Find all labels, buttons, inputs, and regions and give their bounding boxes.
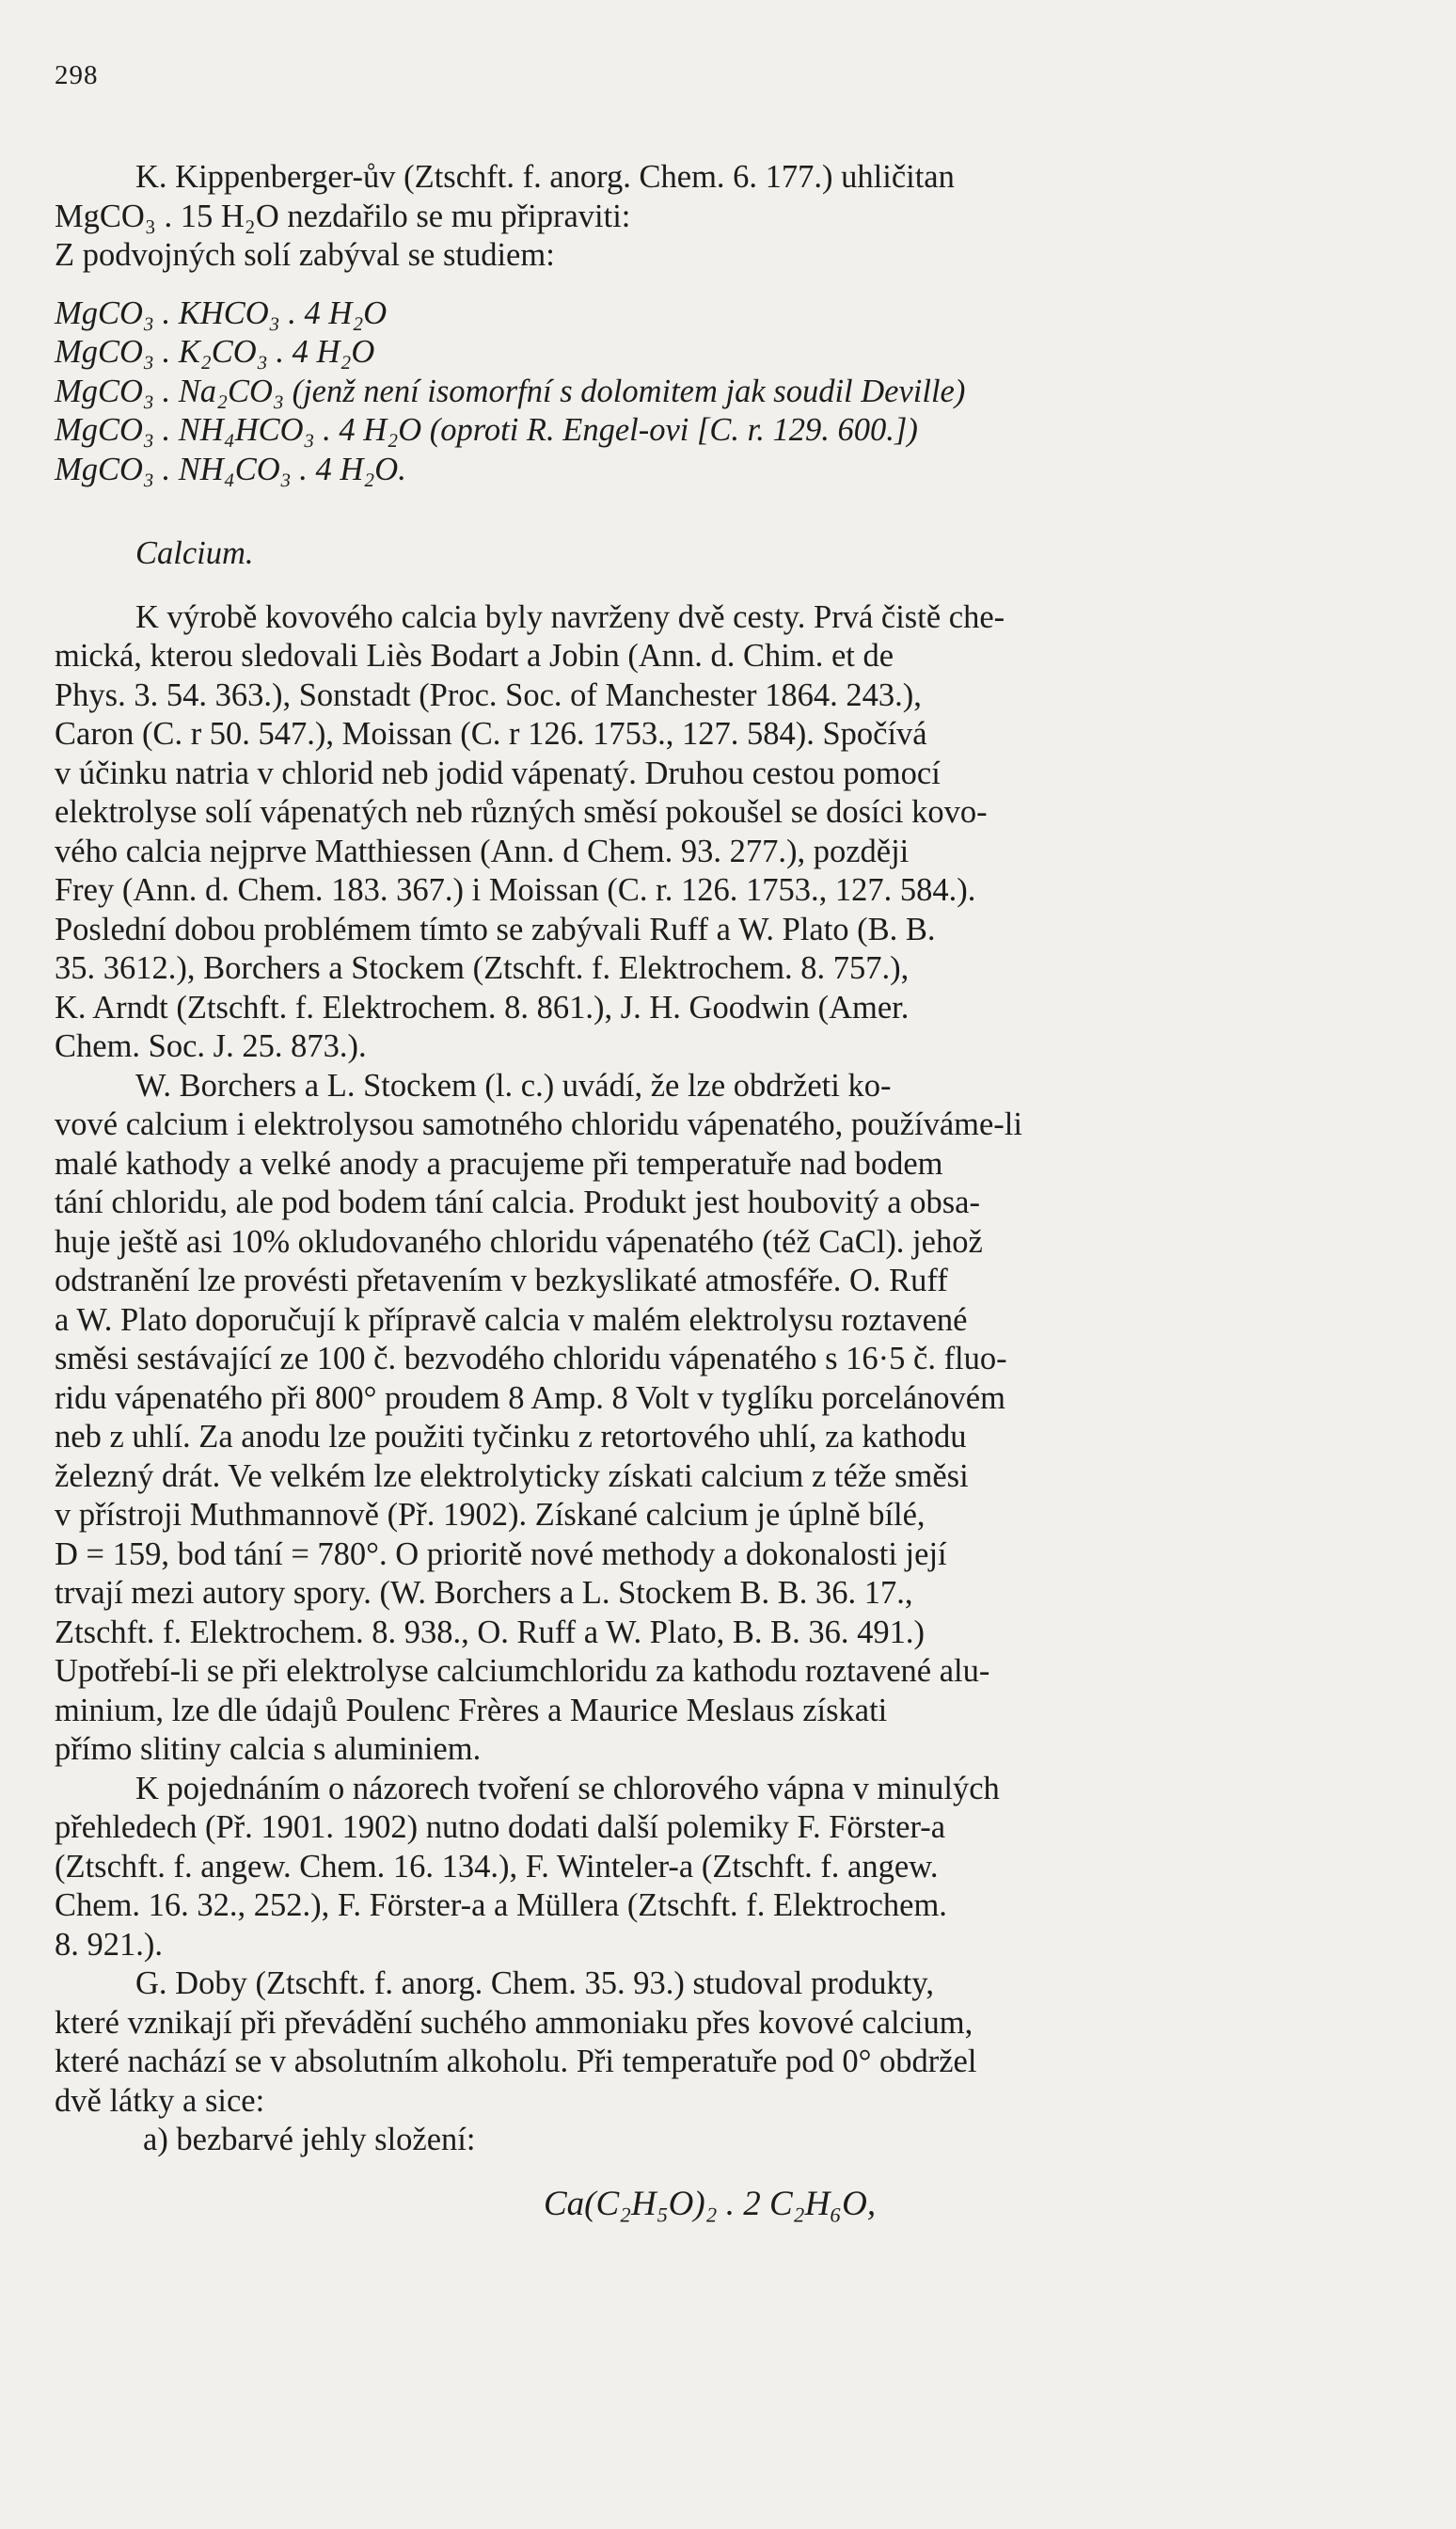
text-line: 8. 921.). xyxy=(55,1926,163,1963)
page-number: 298 xyxy=(55,60,99,90)
text-line: a W. Plato doporučují k přípravě calcia v malém elektrolysu roztavené xyxy=(55,1301,968,1338)
text-line: vové calcium i elektrolysou samotného chloridu vápenatého, používáme-li xyxy=(55,1106,1022,1142)
text-line: G. Doby (Ztschft. f. anorg. Chem. 35. 93.) studoval produkty, xyxy=(135,1965,934,2001)
text-line: které vznikají při převádění suchého ammoniaku přes kovové calcium, xyxy=(55,2004,973,2041)
section-heading: Calcium. xyxy=(135,535,254,571)
text-line: Caron (C. r 50. 547.), Moissan (C. r 126. 1753., 127. 584). Spočívá xyxy=(55,716,927,752)
text-line: mická, kterou sledovali Liès Bodart a Jobin (Ann. d. Chim. et de xyxy=(55,638,894,674)
salt-formula: MgCO₃ . NH₄HCO₃ . 4 H₂O (oproti R. Engel-ovi [C. r. 129. 600.]) xyxy=(55,412,918,448)
text-line: K. Arndt (Ztschft. f. Elektrochem. 8. 861.), J. H. Goodwin (Amer. xyxy=(55,989,910,1026)
text-line: Upotřebí-li se při elektrolyse calciumchloridu za kathodu roztavené alu- xyxy=(55,1653,990,1689)
intro-line: K. Kippenberger-ův (Ztschft. f. anorg. Chem. 6. 177.) uhličitan xyxy=(135,159,955,195)
section-text xyxy=(55,598,1416,2160)
text-line: malé kathody a velké anody a pracujeme při temperatuře nad bodem xyxy=(55,1145,943,1182)
text-line: směsi sestávající ze 100 č. bezvodého chloridu vápenatého s 16·5 č. fluo- xyxy=(55,1341,1007,1376)
text-line: Poslední dobou problémem tímto se zabývali Ruff a W. Plato (B. B. xyxy=(55,911,936,947)
final-formula: Ca(C₂H₅O)₂ . 2 C₂H₆O, xyxy=(544,2184,877,2223)
text-line: K pojednáním o názorech tvoření se chlorového vápna v minulých xyxy=(135,1770,1000,1806)
salt-formula: MgCO₃ . NH₄CO₃ . 4 H₂O. xyxy=(55,451,406,487)
salt-formula: MgCO₃ . K₂CO₃ . 4 H₂O xyxy=(55,334,375,370)
salt-formula: MgCO₃ . KHCO₃ . 4 H₂O xyxy=(55,294,388,331)
text-line: W. Borchers a L. Stockem (l. c.) uvádí, že lze obdržeti ko- xyxy=(135,1067,892,1104)
text-line: dvě látky a sice: xyxy=(55,2082,265,2119)
text-line: neb z uhlí. Za anodu lze použiti tyčinku z retortového uhlí, za kathodu xyxy=(55,1419,967,1455)
text-line: ridu vápenatého při 800° proudem 8 Amp. 8 Volt v tyglíku porcelánovém xyxy=(55,1379,1005,1416)
text-line: minium, lze dle údajů Poulenc Frères a Maurice Meslaus získati xyxy=(55,1692,888,1728)
text-line: huje ještě asi 10% okludovaného chloridu vápenatého (též CaCl). jehož xyxy=(55,1223,983,1260)
text-line: Ztschft. f. Elektrochem. 8. 938., O. Ruff a W. Plato, B. B. 36. 491.) xyxy=(55,1614,926,1650)
salt-formula: MgCO₃ . Na₂CO₃ (jenž není isomorfní s dolomitem jak soudil Deville) xyxy=(55,373,966,409)
text-line: 35. 3612.), Borchers a Stockem (Ztschft. f. Elektrochem. 8. 757.), xyxy=(55,950,910,986)
text-line: přímo slitiny calcia s aluminiem. xyxy=(55,1731,482,1767)
salt-list xyxy=(55,294,1416,490)
text-line: Chem. Soc. J. 25. 873.). xyxy=(55,1028,367,1064)
intro-line: MgCO₃ . 15 H₂O nezdařilo se mu připraviti: xyxy=(55,198,631,234)
text-line: v účinku natria v chlorid neb jodid vápenatý. Druhou cestou pomocí xyxy=(55,755,941,791)
text-line: elektrolyse solí vápenatých neb různých směsí pokoušel se dosíci kovo- xyxy=(55,794,988,830)
text-line: a) bezbarvé jehly složení: xyxy=(143,2122,476,2157)
text-line: Frey (Ann. d. Chem. 183. 367.) i Moissan (C. r. 126. 1753., 127. 584.). xyxy=(55,872,976,908)
page-body xyxy=(55,158,1416,2223)
text-line: D = 159, bod tání = 780°. O prioritě nové methody a dokonalosti její xyxy=(55,1535,947,1572)
text-line: K výrobě kovového calcia byly navrženy dvě cesty. Prvá čistě che- xyxy=(135,598,1005,635)
text-line: (Ztschft. f. angew. Chem. 16. 134.), F. Winteler-a (Ztschft. f. angew. xyxy=(55,1848,939,1885)
intro-line: Z podvojných solí zabýval se studiem: xyxy=(55,237,555,273)
text-line: Chem. 16. 32., 252.), F. Förster-a a Müllera (Ztschft. f. Elektrochem. xyxy=(55,1887,947,1923)
text-line: přehledech (Př. 1901. 1902) nutno dodati další polemiky F. Förster-a xyxy=(55,1809,946,1845)
text-line: které nachází se v absolutním alkoholu. Při temperatuře pod 0° obdržel xyxy=(55,2044,977,2079)
text-line: tání chloridu, ale pod bodem tání calcia. Produkt jest houbovitý a obsa- xyxy=(55,1185,980,1220)
text-line: vého calcia nejprve Matthiessen (Ann. d Chem. 93. 277.), později xyxy=(55,833,910,869)
text-line: v přístroji Muthmannově (Př. 1902). Získané calcium je úplně bílé, xyxy=(55,1497,926,1533)
text-line: Phys. 3. 54. 363.), Sonstadt (Proc. Soc. of Manchester 1864. 243.), xyxy=(55,676,922,713)
text-line: železný drát. Ve velkém lze elektrolyticky získati calcium z téže směsi xyxy=(55,1457,969,1494)
text-line: trvají mezi autory spory. (W. Borchers a L. Stockem B. B. 36. 17., xyxy=(55,1575,913,1611)
text-line: odstranění lze provésti přetavením v bezkyslikaté atmosféře. O. Ruff xyxy=(55,1263,948,1298)
